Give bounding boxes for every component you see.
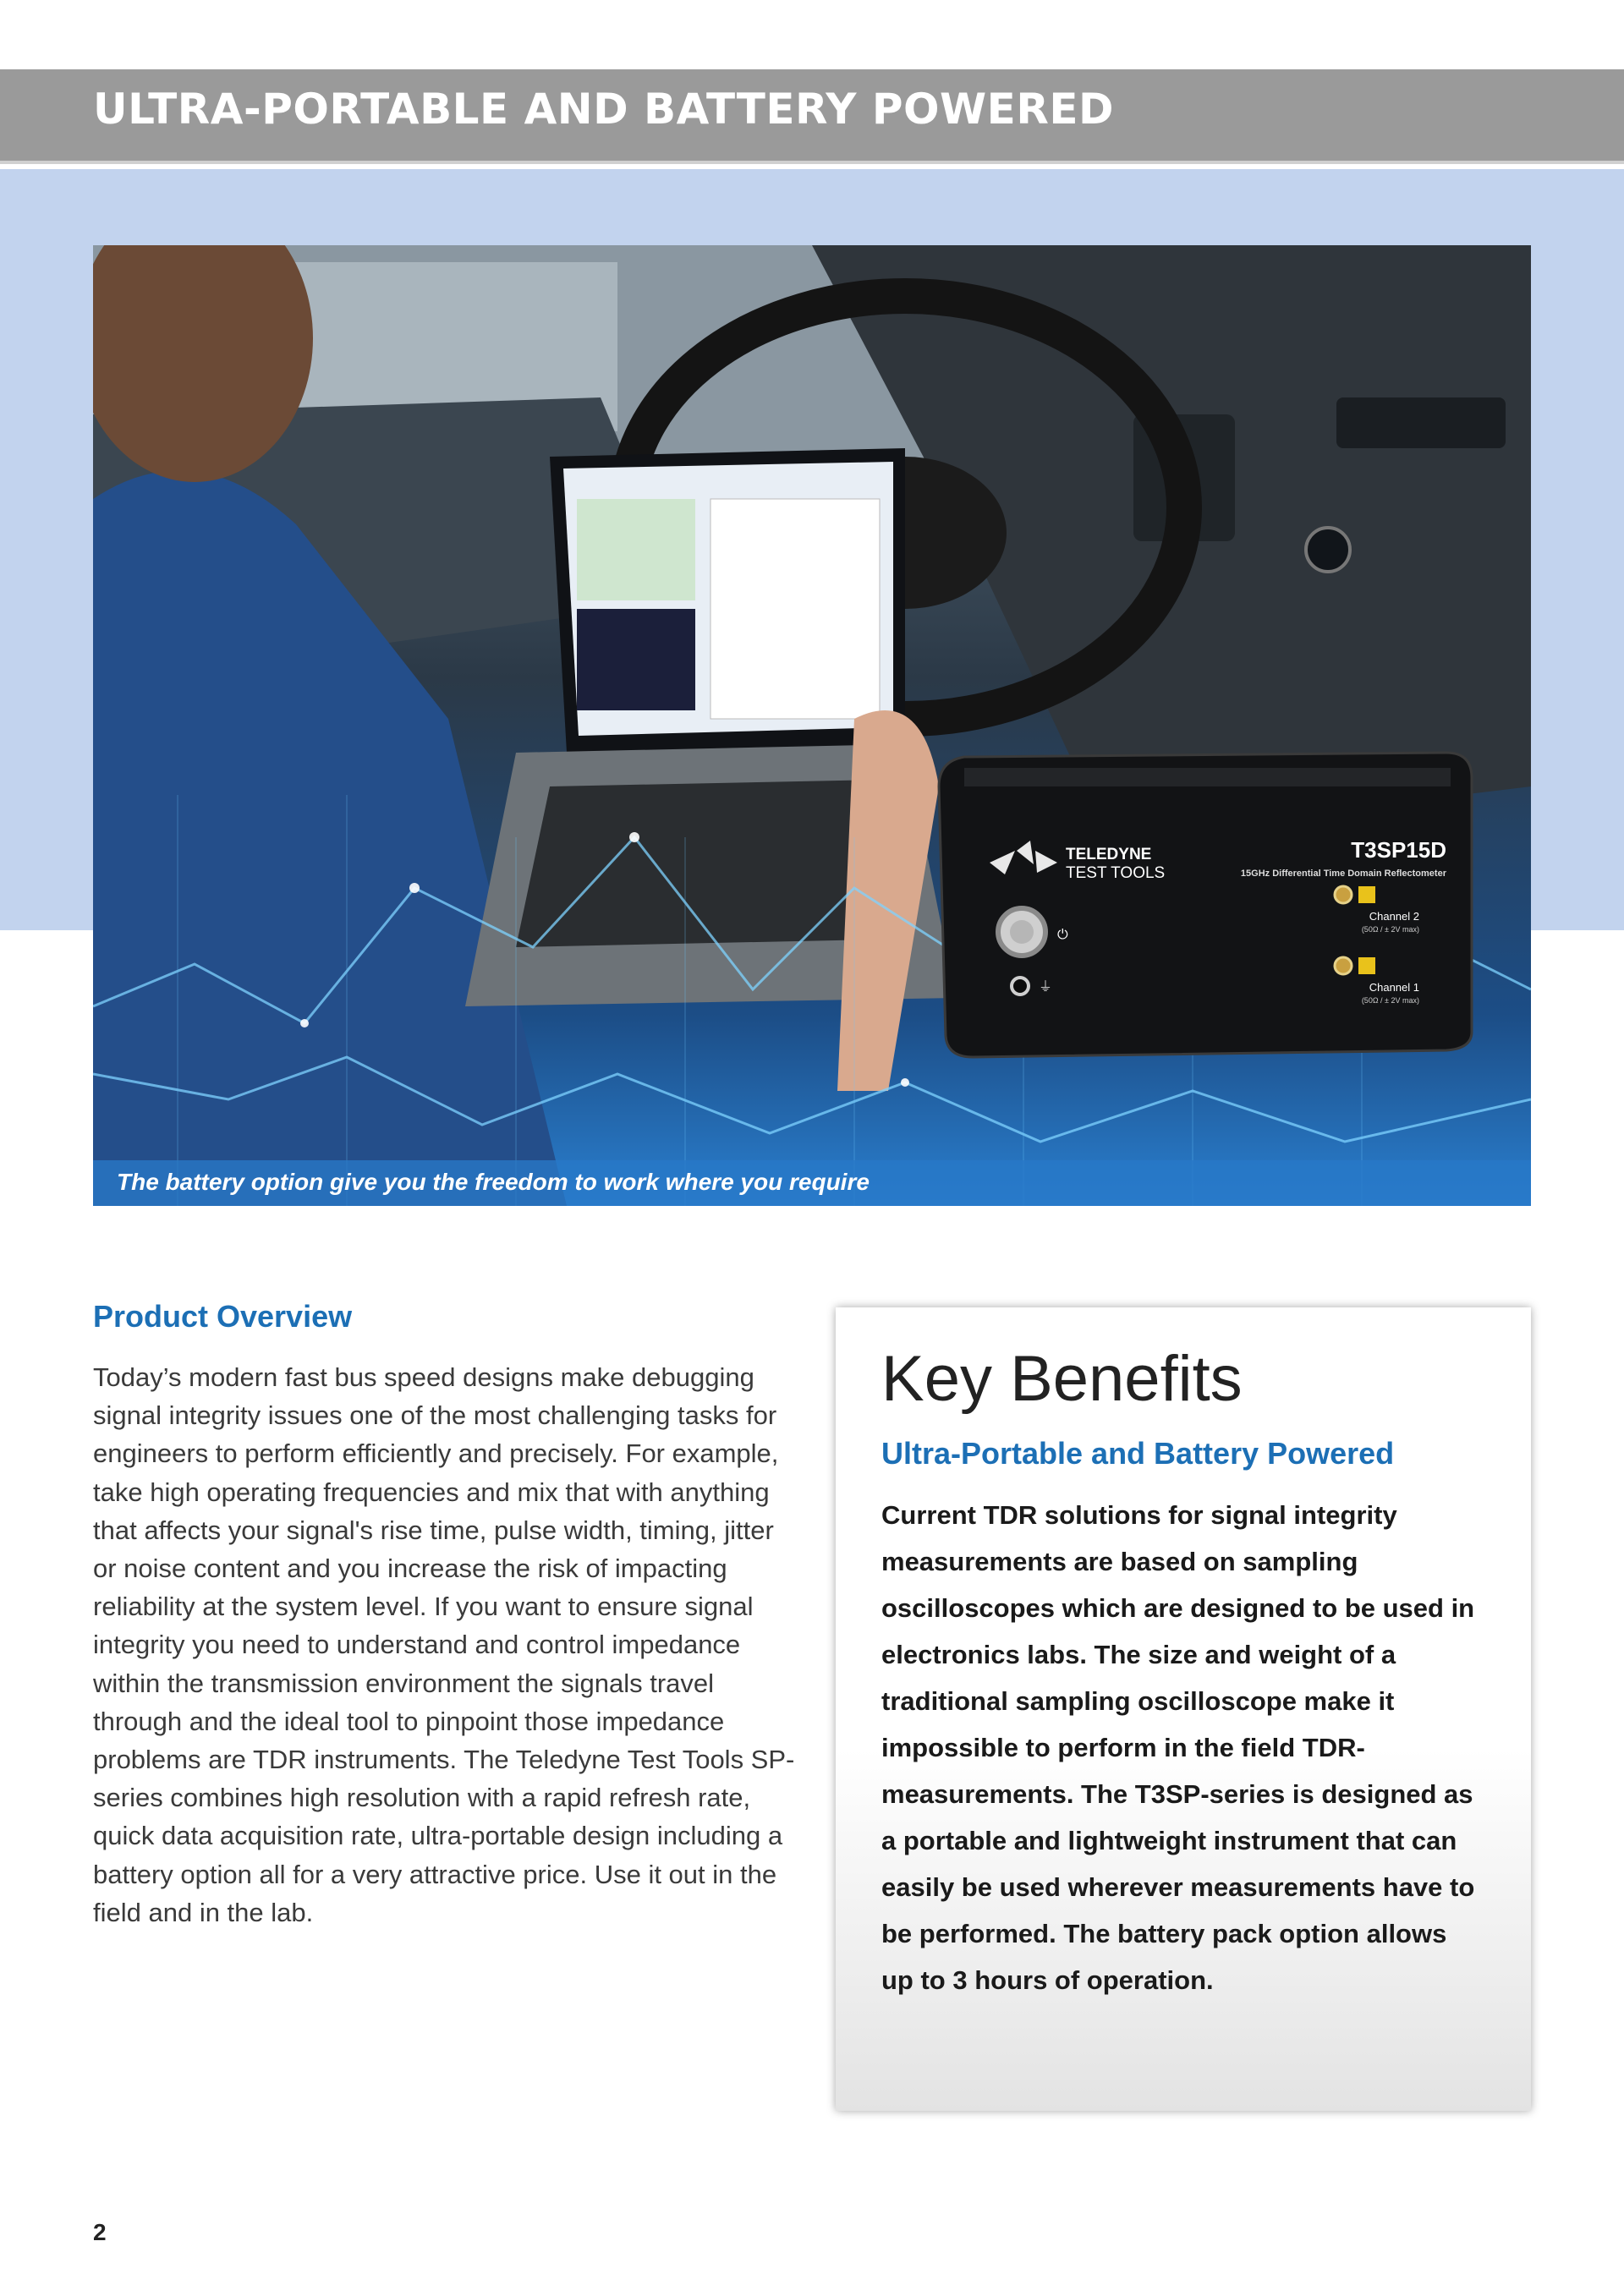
key-benefits-box (836, 1307, 1531, 2111)
ground-symbol-icon: ⏚ (1039, 978, 1053, 995)
page-number: 2 (93, 2219, 107, 2245)
overview-heading: Product Overview (93, 1299, 353, 1334)
key-benefits-subtitle: Ultra-Portable and Battery Powered (881, 1436, 1395, 1471)
channel2-label: Channel 2 (1369, 910, 1419, 923)
channel1-connector-icon (1335, 957, 1352, 974)
hero-illustration (93, 245, 1531, 1206)
tdr-device (939, 753, 1472, 1057)
channel1-rating: (50Ω / ± 2V max) (1361, 996, 1419, 1005)
device-brand-line1: TELEDYNE (1066, 846, 1152, 863)
hero-image (93, 245, 1531, 1206)
channel2-connector-icon (1335, 886, 1352, 903)
overview-body: Today’s modern fast bus speed designs make debugging signal integrity issues one of the most challenging tasks for engineers to perform efficiently and precisely. For example, take high operating frequencies and mix that with anything that affects your signal's rise time, pulse width, timing, jitter or noise content and you increase the risk of impacting reliability at the system level. If you want to ensure signal integrity you need to understand and control impedance within the transmission environment the signals travel through and the ideal tool to pinpoint those impedance problems are TDR instruments. The Teledyne Test Tools SP-series combines high resolution with a rapid refresh rate, quick data acquisition rate, ultra-portable design including a battery option all for a very attractive price. Use it out in the field and in the lab. (93, 1362, 795, 1927)
caption-bar (93, 1160, 1531, 1206)
page-title: ULTRA-PORTABLE AND BATTERY POWERED (93, 85, 1114, 134)
key-benefits-body: Current TDR solutions for signal integrity measurements are based on sampling oscilloscopes which are designed to be used in electronics labs. The size and weight of a traditional sampling oscilloscope make it impossible to perform in the field TDR-measurements. The T3SP-series is designed as a portable and lightweight instrument that can easily be used wherever measurements have to be performed. The battery pack option allows up to 3 hours of operation. (881, 1500, 1475, 1995)
device-brand-line2: TEST TOOLS (1066, 864, 1166, 882)
channel1-label: Channel 1 (1369, 981, 1419, 994)
warning-icon (1358, 957, 1375, 974)
ground-jack-icon (1012, 978, 1029, 995)
key-benefits-title: Key Benefits (881, 1343, 1243, 1415)
channel2-rating: (50Ω / ± 2V max) (1361, 925, 1419, 934)
device-model: T3SP15D (1351, 837, 1446, 863)
image-caption: The battery option give you the freedom to work where you require (117, 1169, 870, 1195)
warning-icon (1358, 886, 1375, 903)
power-symbol-icon: ⏻ (1057, 926, 1068, 942)
device-subtitle: 15GHz Differential Time Domain Reflectometer (1240, 869, 1446, 879)
header-bar (0, 69, 1624, 164)
